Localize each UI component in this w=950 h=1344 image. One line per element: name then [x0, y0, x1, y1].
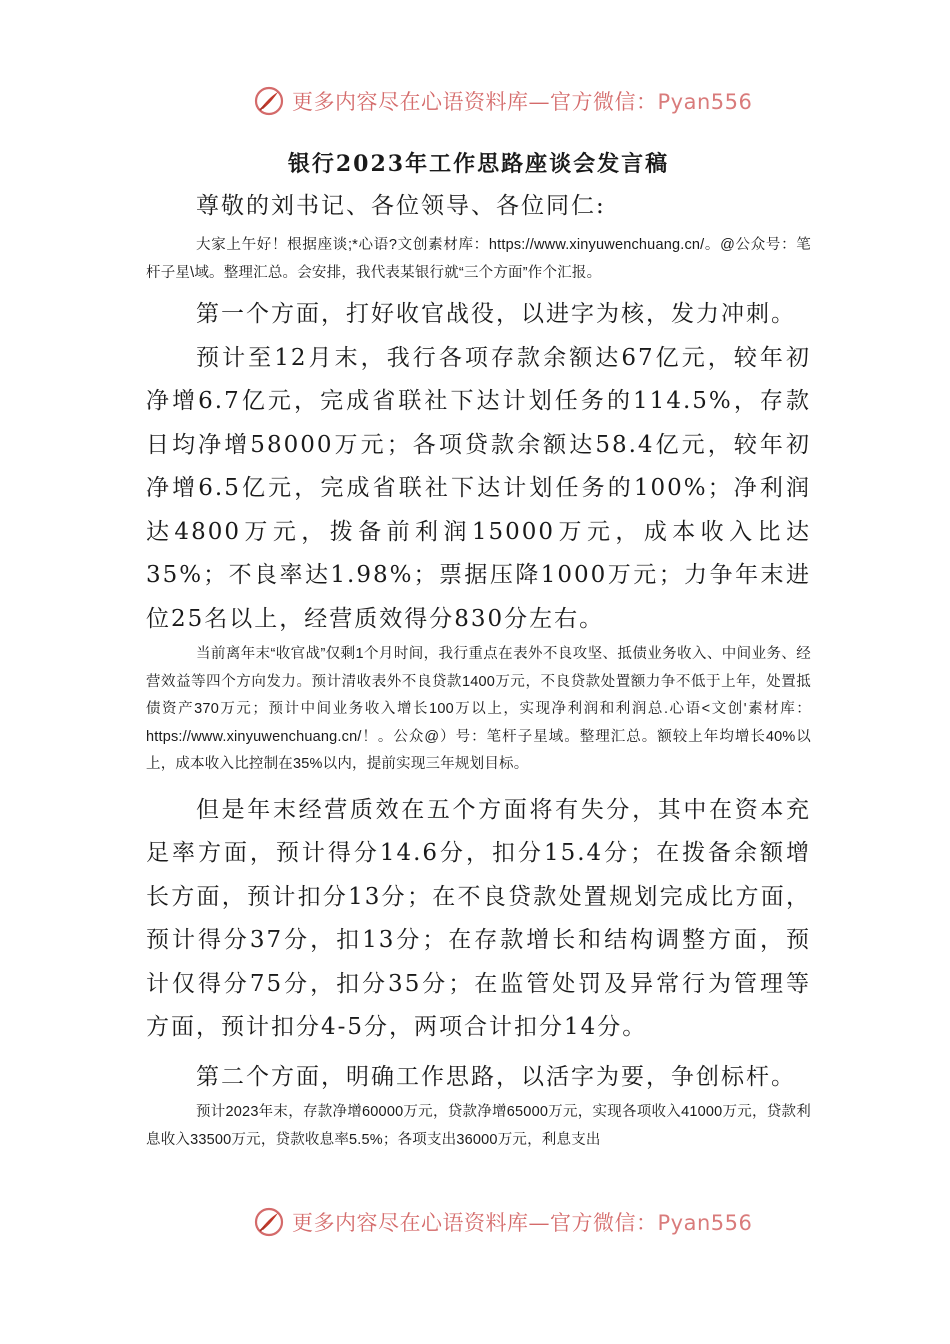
- banner-text: 更多内容尽在心语资料库—官方微信：Pyan556: [292, 1211, 753, 1235]
- feather-pen-logo-icon: [254, 1207, 284, 1237]
- paragraph-targets: 预计至12月末，我行各项存款余额达67亿元，较年初净增6.7亿元，完成省联社下达计划任务的114.5%，存款日均净增58000万元；各项贷款余额达58.4亿元，较年初净增6.5亿元，完成省联社下达计划任务的100%；净利润达4800万元，拨备前利润15000万元，成本收入比达35%；不良率达1.98%；票据压降1000万元；力争年末进位25名以上，经营质效得分830分左右。: [146, 344, 811, 632]
- salutation: 尊敬的刘书记、各位领导、各位同仁:: [196, 193, 606, 219]
- paragraph-intro: 大家上午好！根据座谈;*心语?文创素材库：https://www.xinyuwenchuang.cn/。@公众号：笔杆子星\域。整理汇总。会安排，我代表某银行就“三个方面”作个汇报。: [146, 237, 811, 281]
- section-heading-2: 第二个方面，明确工作思路，以活字为要，争创标杆。: [196, 1063, 796, 1090]
- header-banner: [254, 86, 752, 116]
- feather-pen-logo-icon: [254, 86, 284, 116]
- page-title: 银行2023年工作思路座谈会发言稿: [287, 151, 670, 177]
- document-body: [146, 140, 811, 1154]
- section-heading-1: 第一个方面，打好收官战役，以进字为核，发力冲刺。: [196, 301, 796, 327]
- paragraph-final-push: 当前离年末“收官战”仅剩1个月时间，我行重点在表外不良攻坚、抵债业务收入、中间业务、经营效益等四个方向发力。预计清收表外不良贷款1400万元，不良贷款处置额力争不低于上年，处置抵债资产370万元；预计中间业务收入增长100万以上，实现净利润和利润总.心语<文创'素材库：https://www.xinyuwenchuang.cn/！。公众@）号：笔杆子星域。整理汇总。额较上年均增长40%以上，成本收入比控制在35%以内，提前实现三年规划目标。: [146, 646, 811, 772]
- banner-text: 更多内容尽在心语资料库—官方微信：Pyan556: [292, 90, 753, 114]
- footer-banner: [254, 1207, 752, 1237]
- paragraph-score-loss: 但是年末经营质效在五个方面将有失分，其中在资本充足率方面，预计得分14.6分，扣分15.4分；在拨备余额增长方面，预计扣分13分；在不良贷款处置规划完成比方面，预计得分37分，扣13分；在存款增长和结构调整方面，预计仅得分75分，扣分35分；在监管处罚及异常行为管理等方面，预计扣分4-5分，两项合计扣分14分。: [146, 796, 811, 1040]
- paragraph-2023-plan: 预计2023年末，存款净增60000万元，贷款净增65000万元，实现各项收入41000万元，贷款利息收入33500万元，贷款收息率5.5%；各项支出36000万元，利息支出: [146, 1104, 811, 1148]
